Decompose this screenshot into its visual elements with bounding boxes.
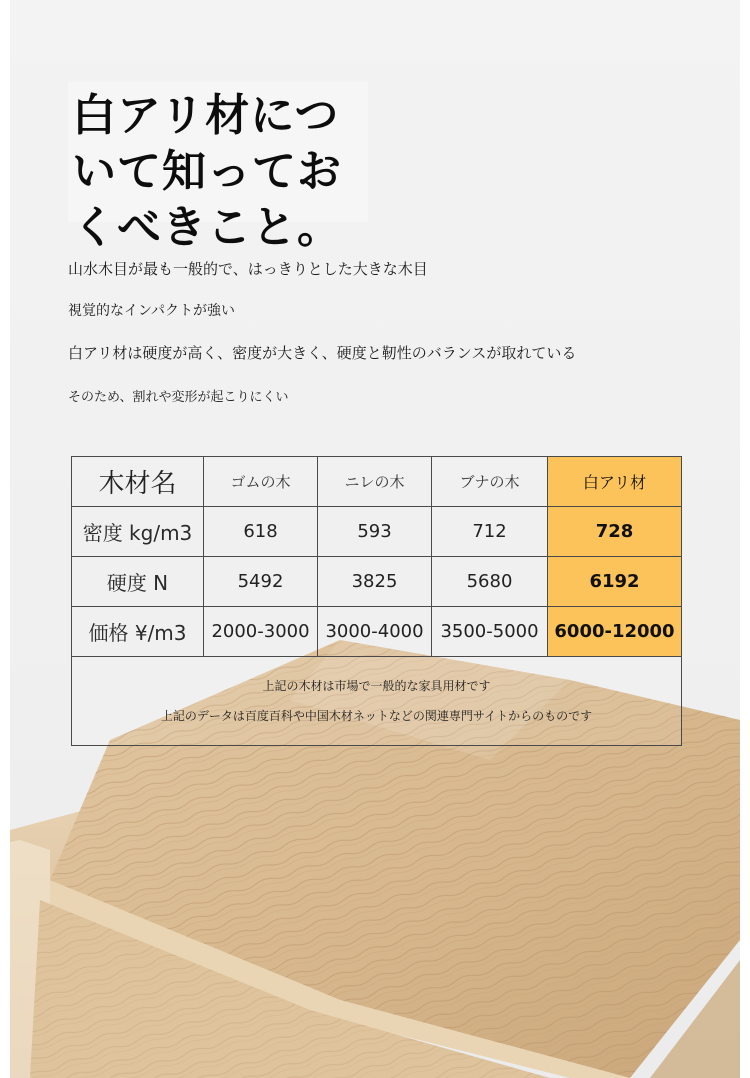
description-line-2: 視覚的なインパクトが強い <box>68 303 236 319</box>
highlight-cell: 6000-12000 <box>548 607 682 657</box>
table-cell: 593 <box>318 507 432 557</box>
description-line-4: そのため、割れや変形が起こりにくい <box>68 390 289 405</box>
row-label-density: 密度 kg/m3 <box>72 507 204 557</box>
table-header-row <box>72 457 682 507</box>
header-cell-beech-wood: ブナの木 <box>432 457 548 507</box>
table-notes-row <box>72 657 682 746</box>
highlight-cell: 728 <box>548 507 682 557</box>
description-line-3: 白アリ材は硬度が高く、密度が大きく、硬度と靭性のバランスが取れている <box>68 344 577 362</box>
header-cell-rubber-wood: ゴムの木 <box>204 457 318 507</box>
header-cell-elm-wood: ニレの木 <box>318 457 432 507</box>
table-cell: 3825 <box>318 557 432 607</box>
wood-comparison-table <box>71 456 682 746</box>
table-cell: 3000-4000 <box>318 607 432 657</box>
description-line-1: 山水木目が最も一般的で、はっきりとした大きな木目 <box>68 260 428 278</box>
title-line-2: いて知ってお <box>72 146 342 197</box>
table-notes <box>72 657 682 746</box>
product-detail-page <box>10 0 740 1078</box>
header-cell-wood-name: 木材名 <box>72 457 204 507</box>
table-cell: 2000-3000 <box>204 607 318 657</box>
title-line-1: 白アリ材につ <box>72 90 340 141</box>
page-title <box>72 88 372 256</box>
table-cell: 3500-5000 <box>432 607 548 657</box>
row-label-price: 価格 ¥/m3 <box>72 607 204 657</box>
table-cell: 5680 <box>432 557 548 607</box>
table-row <box>72 507 682 557</box>
table-cell: 618 <box>204 507 318 557</box>
highlight-cell: 6192 <box>548 557 682 607</box>
table-row <box>72 607 682 657</box>
table-note-2: 上記のデータは百度百科や中国木材ネットなどの関連専門サイトからのものです <box>160 709 593 723</box>
header-cell-ash-wood: 白アリ材 <box>548 457 682 507</box>
table-row <box>72 557 682 607</box>
table-cell: 712 <box>432 507 548 557</box>
title-line-3: くべきこと。 <box>72 202 342 253</box>
table-cell: 5492 <box>204 557 318 607</box>
row-label-hardness: 硬度 N <box>72 557 204 607</box>
table-note-1: 上記の木材は市場で一般的な家具用材です <box>262 679 491 693</box>
